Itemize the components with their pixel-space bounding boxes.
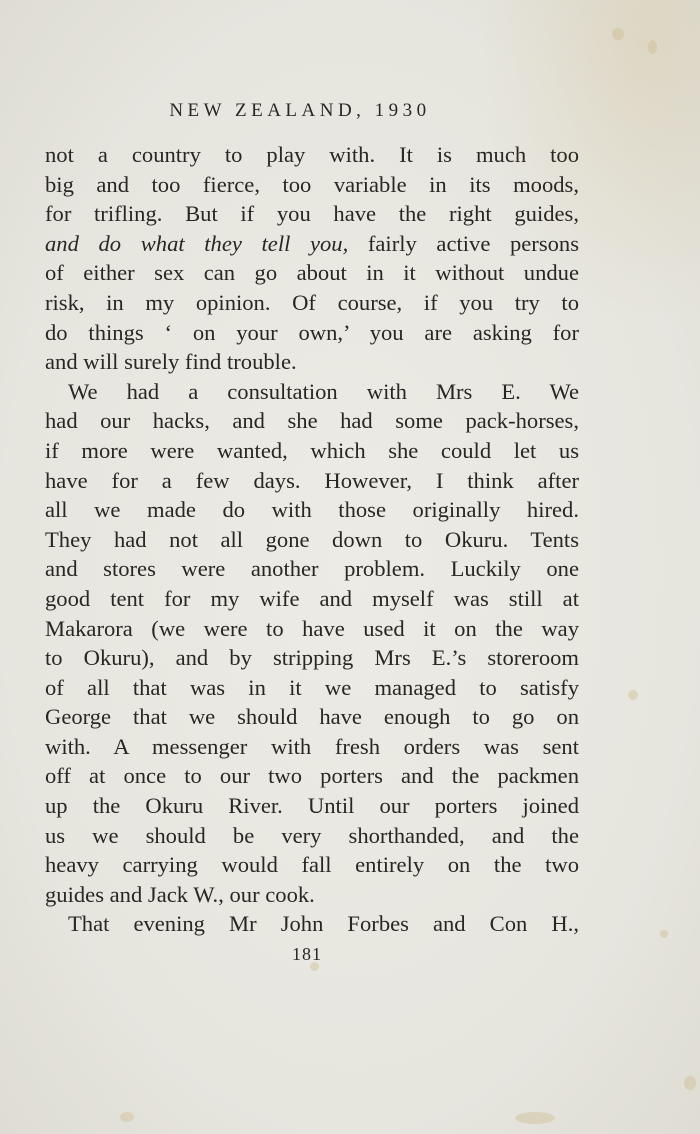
paper-speck: [120, 1112, 134, 1122]
text-line: We had a consultation with Mrs E. We: [68, 378, 579, 404]
text-line: George that we should have enough to go on: [45, 704, 579, 730]
text-line: off at once to our two porters and the packmen: [45, 763, 579, 789]
paper-speck: [612, 28, 624, 40]
text-line: and do what they tell you, fairly active persons: [45, 230, 579, 256]
text-line: us we should be very shorthanded, and the: [45, 822, 579, 848]
paper-speck: [660, 930, 668, 938]
text-line: with. A messenger with fresh orders was sent: [45, 733, 579, 759]
text-line: and stores were another problem. Luckily one: [45, 556, 579, 582]
text-line: do things ‘ on your own,’ you are asking for: [45, 319, 579, 345]
text-line: up the Okuru River. Until our porters joined: [45, 793, 579, 819]
text-line: of all that was in it we managed to satisfy: [45, 674, 579, 700]
italic-phrase: and do what they tell you,: [45, 230, 349, 256]
text-line: and will surely find trouble.: [45, 349, 297, 375]
paper-speck: [684, 1076, 696, 1090]
paper-speck: [628, 690, 638, 700]
text-line: heavy carrying would fall entirely on the two: [45, 852, 579, 878]
text-line: have for a few days. However, I think after: [45, 467, 579, 493]
paper-speck: [515, 1112, 555, 1124]
text-line: good tent for my wife and myself was still at: [45, 585, 579, 611]
text-line: to Okuru), and by stripping Mrs E.’s storeroom: [45, 645, 579, 671]
text-line: not a country to play with. It is much too: [45, 142, 579, 167]
text-line: of either sex can go about in it without undue: [45, 260, 579, 286]
text-line: They had not all gone down to Okuru. Tents: [45, 526, 579, 552]
text-line: for trifling. But if you have the right guides,: [45, 201, 579, 227]
running-head: NEW ZEALAND, 1930: [169, 100, 431, 121]
text-line: all we made do with those originally hired.: [45, 497, 579, 523]
paper-speck: [648, 40, 657, 54]
text-line: if more were wanted, which she could let us: [45, 437, 579, 463]
text-line: Makarora (we were to have used it on the way: [45, 615, 579, 641]
body-text: [45, 140, 579, 939]
text-line: That evening Mr John Forbes and Con H.,: [68, 911, 579, 937]
text-line: big and too fierce, too variable in its moods,: [45, 171, 579, 197]
text-line: risk, in my opinion. Of course, if you try to: [45, 289, 579, 315]
text-line: had our hacks, and she had some pack-horses,: [45, 408, 579, 434]
text-line: guides and Jack W., our cook.: [45, 881, 315, 907]
paper-speck: [310, 962, 319, 971]
page-number: 181: [292, 944, 322, 964]
